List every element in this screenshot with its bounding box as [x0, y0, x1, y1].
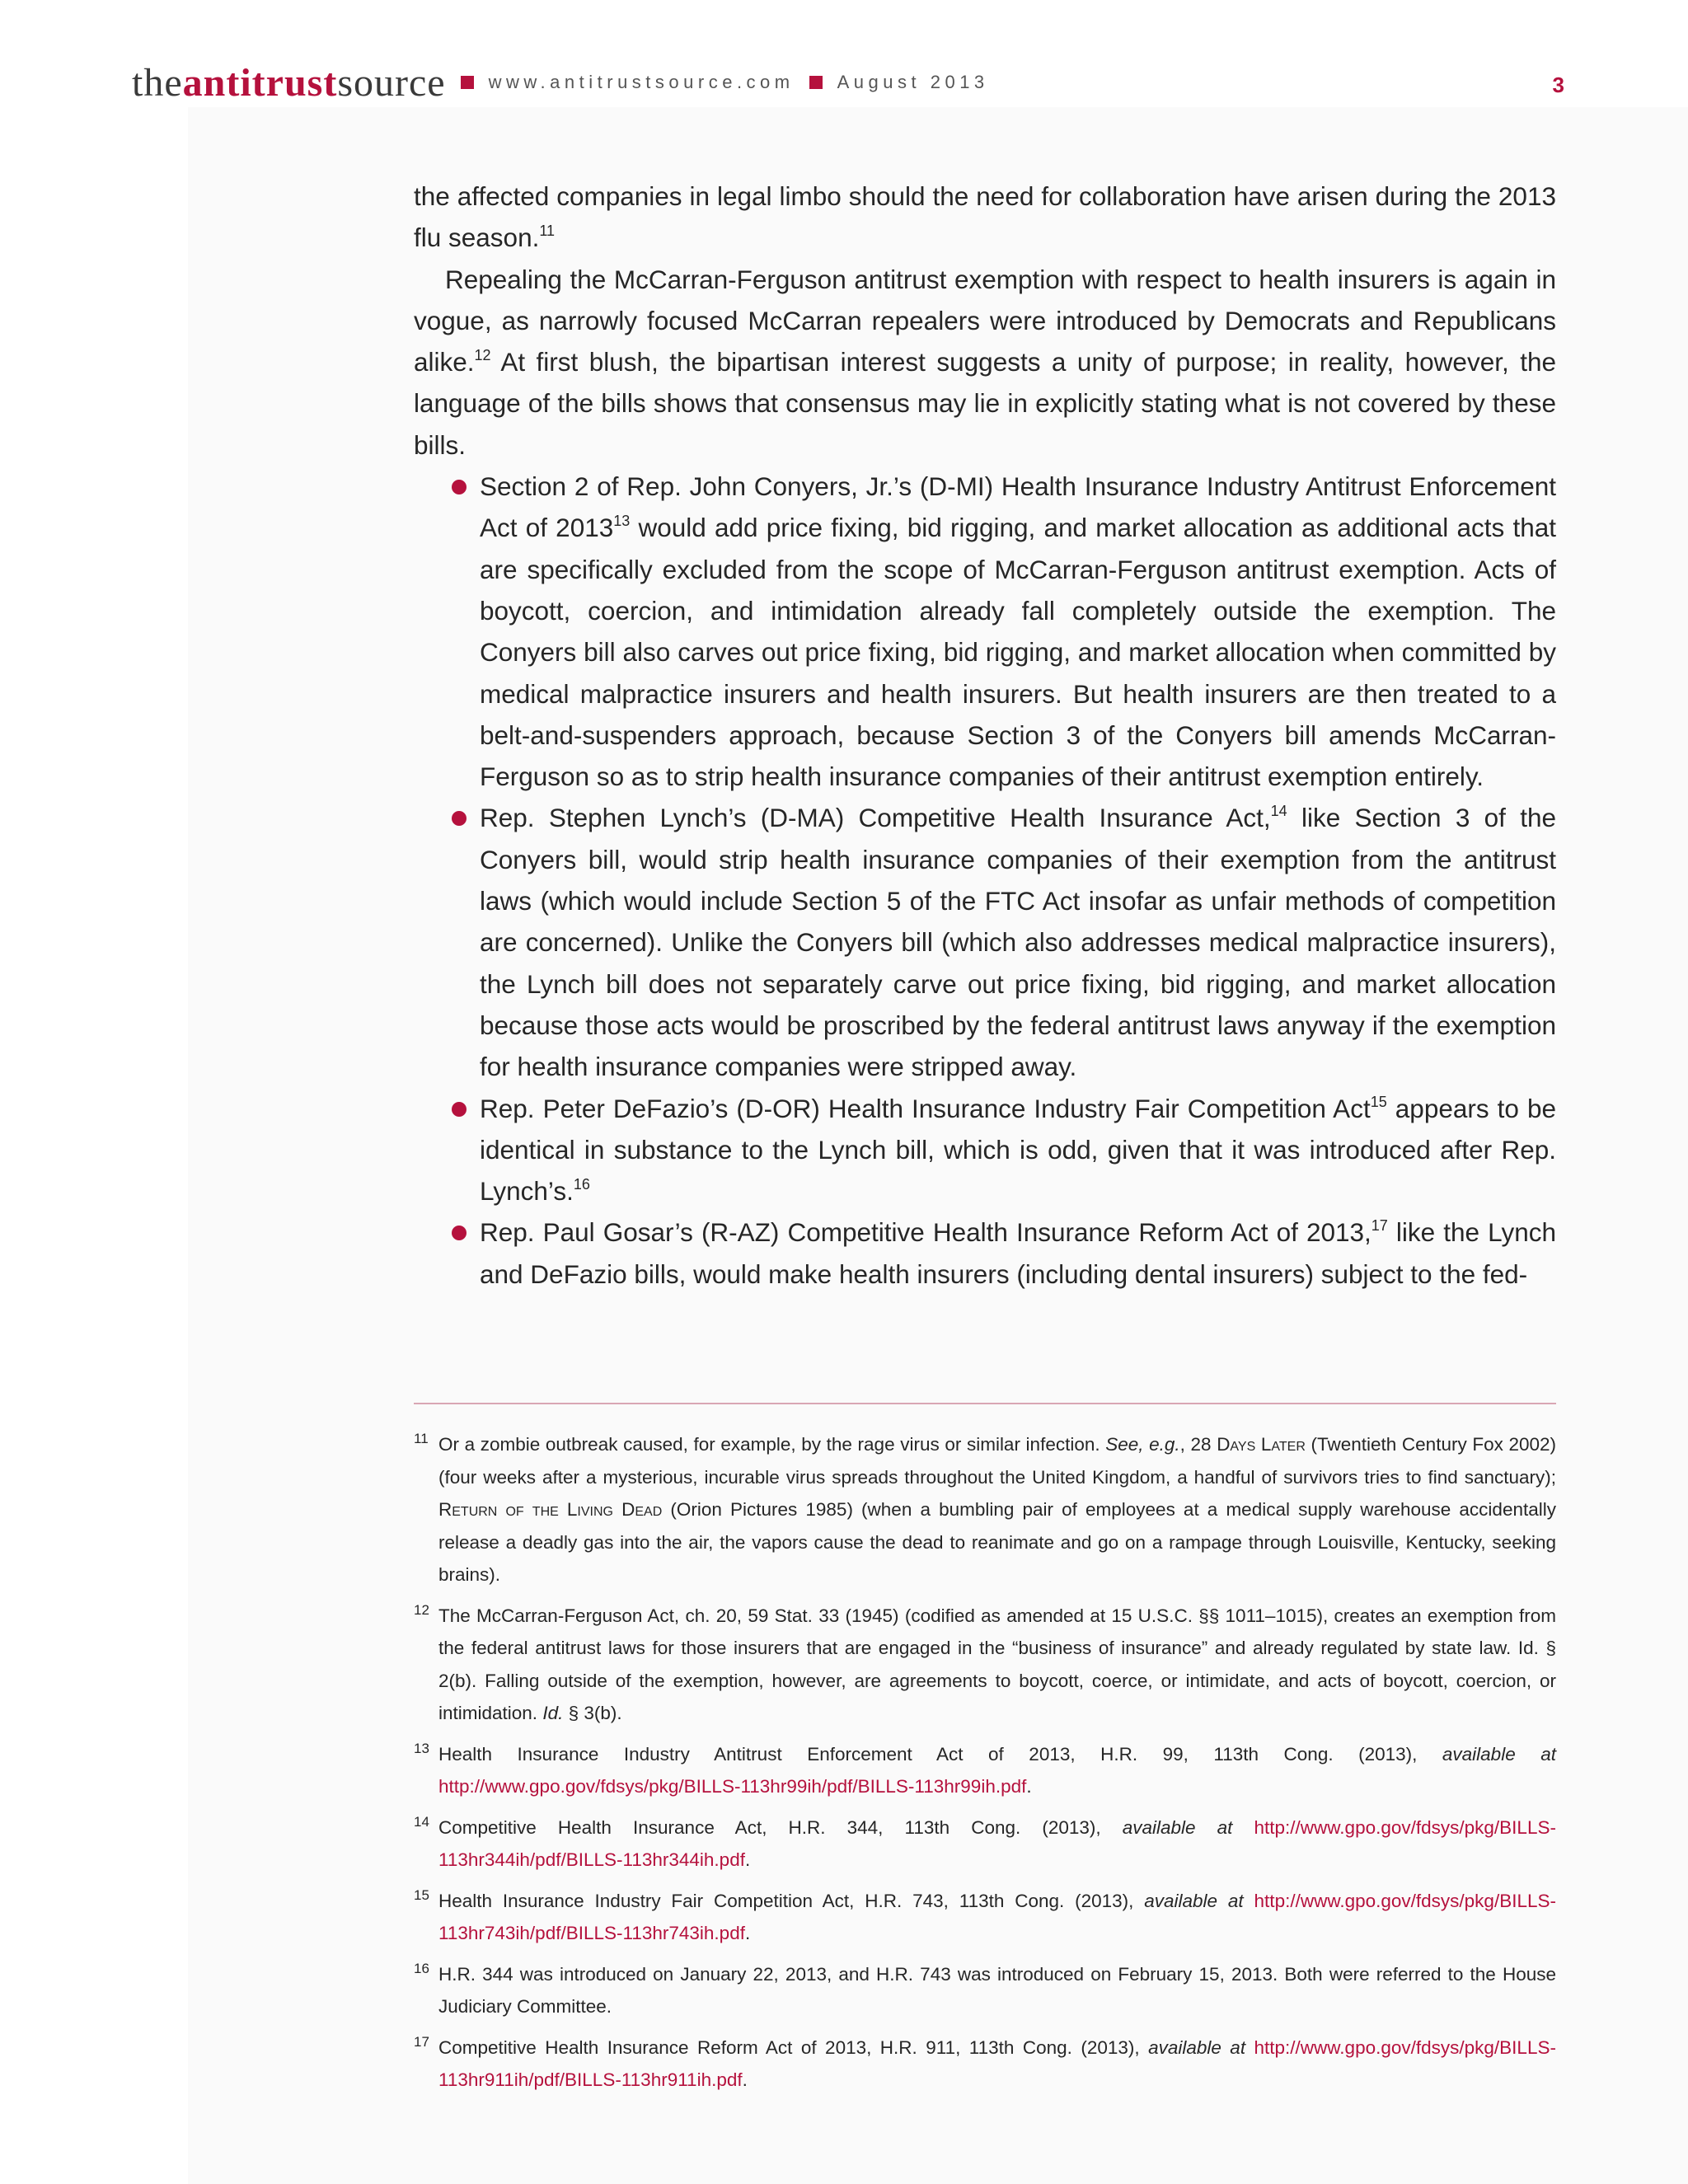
list-item: Rep. Paul Gosar’s (R-AZ) Competitive Health Insurance Reform Act of 2013,17 like the Lynch and DeFazio bills, would make health insurers (including dental insurers) subject to the fed- [480, 1212, 1556, 1295]
footnote-number: 14 [414, 1813, 429, 1830]
footnote-number: 13 [414, 1740, 429, 1756]
bill-link[interactable]: http://www.gpo.gov/fdsys/pkg/BILLS-113hr99ih/pdf/BILLS-113hr99ih.pdf [438, 1776, 1027, 1797]
footnote-ref[interactable]: 14 [1270, 803, 1287, 820]
list-item: Rep. Stephen Lynch’s (D-MA) Competitive Health Insurance Act,$^{14}$ like Section 3 of the Conyers bill, would strip health insurance companies of their exemption from the antitrust laws (which would include Section 5 of the FTC Act insofar as unfair methods of competition are concerned). Unlike the Conyers bill (which also addresses medical malpractice insurers), the Lynch bill does not separately carve out price fixing, bid rigging, and market allocation because those acts would be proscribed by the federal antitrust laws anyway if the exemption for health insurance companies were stripped away. [480, 797, 1556, 1087]
footnote: 14 Competitive Health Insurance Act, H.R. 344, 113th Cong. (2013), available at http://www.gpo.gov/fdsys/pkg/BILLS-113hr344ih/pdf/BILLS-113hr344ih.pdf. [414, 1811, 1556, 1877]
bill-link[interactable]: http://www.gpo.gov/fdsys/pkg/BILLS-113hr743ih/pdf/BILLS-113hr743ih.pdf [438, 1890, 1556, 1943]
footnote: 15 Health Insurance Industry Fair Competition Act, H.R. 743, 113th Cong. (2013), available at http://www.gpo.gov/fdsys/pkg/BILLS-113hr743ih/pdf/BILLS-113hr743ih.pdf. [414, 1885, 1556, 1950]
bullet-dot-icon [452, 480, 467, 494]
article-body [414, 176, 1556, 1295]
footnote-number: 12 [414, 1601, 429, 1618]
bullet-dot-icon [452, 1226, 467, 1240]
footnote-ref[interactable]: 13 [613, 513, 631, 530]
footnote-ref[interactable]: 17 [1371, 1217, 1388, 1235]
footnote-ref[interactable]: 11 [539, 223, 556, 240]
list-item: Rep. Peter DeFazio’s (D-OR) Health Insurance Industry Fair Competition Act$^{15}$ appears to be identical in substance to the Lynch bill, which is odd, given that it was introduced after Rep. Lynch’s.$^{16}$ [480, 1088, 1556, 1212]
publication-logo[interactable]: theantitrustsource [132, 60, 446, 105]
footnote-number: 17 [414, 2033, 429, 2050]
footnote-ref[interactable]: 16 [573, 1176, 590, 1193]
footnotes [414, 1428, 1556, 2105]
footnote-divider [414, 1403, 1556, 1404]
paragraph: Repealing the McCarran-Ferguson antitrust exemption with respect to health insurers is again in vogue, as narrowly focused McCarran repealers were introduced by Democrats and Republicans alike.$^{12}$ At first blush, the bipartisan interest suggests a unity of purpose; in reality, however, the language of the bills shows that consensus may lie in explicitly stating what is not covered by these bills. [414, 264, 1556, 460]
footnote: 16 H.R. 344 was introduced on January 22, 2013, and H.R. 743 was introduced on February 15, 2013. Both were referred to the House Judiciary Committee. [414, 1958, 1556, 2023]
bullet-dot-icon [452, 1102, 467, 1117]
footnote: 11 Or a zombie outbreak caused, for example, by the rage virus or similar infection. See, e.g., 28 Days Later (Twentieth Century Fox 2002) (four weeks after a mysterious, incurable virus spreads throughout the United Kingdom, a handful of survivors tries to find sanctuary); Return of the Living Dead (Orion Pictures 1985) (when a bumbling pair of employees at a medical supply warehouse accidentally release a deadly gas into the air, the vapors cause the dead to reanimate and go on a rampage through Louisville, Kentucky, seeking brains). [414, 1428, 1556, 1591]
separator-square-icon [461, 76, 474, 89]
site-url[interactable]: www.antitrustsource.com [488, 72, 795, 92]
separator-square-icon [809, 76, 823, 89]
list-item: Section 2 of Rep. John Conyers, Jr.’s (D-MI) Health Insurance Industry Antitrust Enforcement Act of 2013$^{13}$ would add price fixing, bid rigging, and market allocation as additional acts that are specifically excluded from the scope of McCarran-Ferguson antitrust exemption. Acts of boycott, coercion, and intimidation already fall completely outside the exemption. The Conyers bill also carves out price fixing, bid rigging, and market allocation when committed by medical malpractice insurers and health insurers. But health insurers are then treated to a belt-and-suspenders approach, because Section 3 of the Conyers bill amends McCarran-Ferguson so as to strip health insurance companies of their antitrust exemption entirely. [480, 466, 1556, 797]
footnote-number: 15 [414, 1886, 429, 1903]
paragraph: the affected companies in legal limbo should the need for collaboration have arisen during the 2013 flu season.$^{11}$ [414, 181, 1556, 253]
footnote-ref[interactable]: 12 [474, 347, 491, 364]
footnote-number: 16 [414, 1960, 429, 1976]
footnote-number: 11 [414, 1431, 429, 1446]
bill-link[interactable]: http://www.gpo.gov/fdsys/pkg/BILLS-113hr344ih/pdf/BILLS-113hr344ih.pdf [438, 1816, 1556, 1870]
bill-link[interactable]: http://www.gpo.gov/fdsys/pkg/BILLS-113hr911ih/pdf/BILLS-113hr911ih.pdf [438, 2036, 1556, 2090]
footnote: 12 The McCarran-Ferguson Act, ch. 20, 59 Stat. 33 (1945) (codified as amended at 15 U.S.C. §§ 1011–1015), creates an exemption from the federal antitrust laws for those insurers that are engaged in the “business of insurance” and already regulated by state law. Id. § 2(b). Falling outside of the exemption, however, are agreements to boycott, coerce, or intimidate, and acts of boycott, coercion, or intimidation. Id. § 3(b). [414, 1600, 1556, 1730]
footnote: 13 Health Insurance Industry Antitrust Enforcement Act of 2013, H.R. 99, 113th Cong. (2013), available at http://www.gpo.gov/fdsys/pkg/BILLS-113hr99ih/pdf/BILLS-113hr99ih.pdf. [414, 1738, 1556, 1803]
bill-list [414, 466, 1556, 1295]
footnote: 17 Competitive Health Insurance Reform Act of 2013, H.R. 911, 113th Cong. (2013), available at http://www.gpo.gov/fdsys/pkg/BILLS-113hr911ih/pdf/BILLS-113hr911ih.pdf. [414, 2032, 1556, 2097]
bullet-dot-icon [452, 811, 467, 826]
footnote-ref[interactable]: 15 [1370, 1093, 1387, 1110]
page-header [132, 58, 1564, 107]
issue-date: August 2013 [837, 72, 989, 92]
page-number: 3 [1552, 73, 1564, 97]
